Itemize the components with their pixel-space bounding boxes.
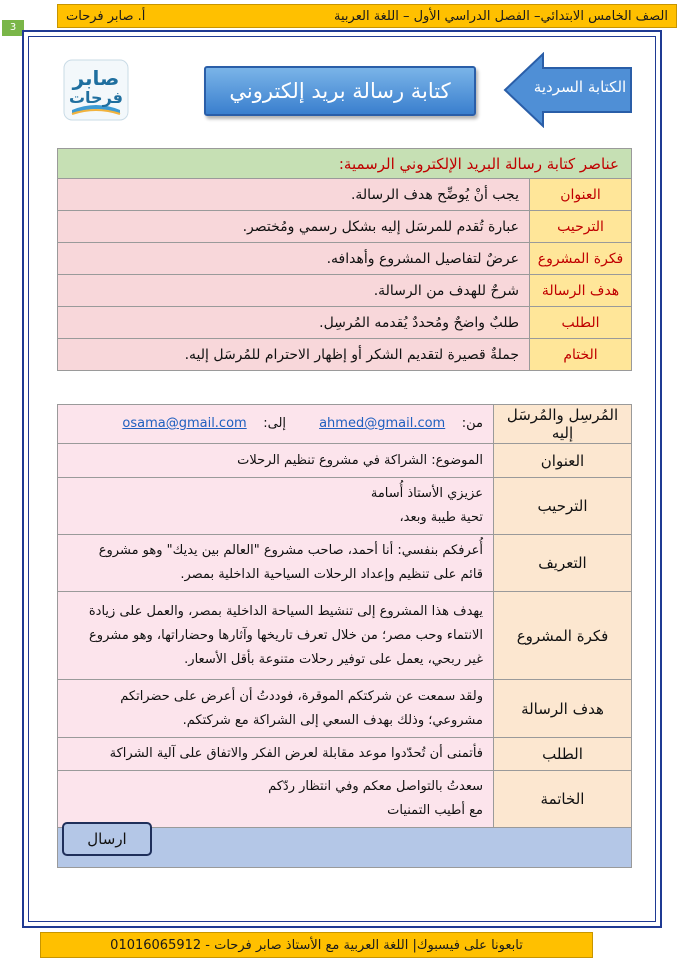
closing-label: الخاتمة — [494, 771, 632, 828]
to-label: إلى: — [263, 416, 287, 431]
intro-field[interactable] — [58, 535, 494, 592]
greeting-label: الترحيب — [494, 478, 632, 535]
footer-banner — [40, 932, 593, 958]
send-button[interactable]: ارسال — [62, 822, 152, 856]
address-row — [58, 405, 494, 444]
closing-field[interactable] — [58, 771, 494, 828]
goal-field[interactable] — [58, 680, 494, 738]
subject-label: العنوان — [494, 444, 632, 478]
from-email-field[interactable]: ahmed@gmail.com — [319, 416, 446, 431]
row-label: الختام — [530, 339, 632, 371]
greeting-field[interactable] — [58, 478, 494, 535]
goal-label: هدف الرسالة — [494, 680, 632, 738]
header-banner — [57, 4, 677, 28]
table-row — [58, 179, 632, 211]
table-row — [58, 211, 632, 243]
page-title: كتابة رسالة بريد إلكتروني — [204, 66, 476, 116]
goal-line: مشروعي؛ وذلك بهدف السعي إلى الشراكة مع شركتكم. — [182, 712, 483, 728]
row-label: هدف الرسالة — [530, 275, 632, 307]
row-label: الترحيب — [530, 211, 632, 243]
intro-line: أُعرفكم بنفسي: أنا أحمد، صاحب مشروع "العالم بين يديك" وهو مشروع — [98, 543, 483, 558]
table-row — [58, 339, 632, 371]
idea-line: غير ربحي، يعمل على توفير رحلات متنوعة بأقل الأسعار. — [184, 651, 483, 667]
idea-line: يهدف هذا المشروع إلى تنشيط السياحة الداخلية بمصر، والعمل على زيادة — [88, 603, 483, 619]
footer-text: تابعونا على فيسبوك| اللغة العربية مع الأستاذ صابر فرحات - 01016065912 — [110, 937, 523, 953]
idea-field[interactable] — [58, 592, 494, 680]
sender-label: المُرسِل والمُرسَل إليه — [494, 405, 632, 444]
intro-label: التعريف — [494, 535, 632, 592]
row-text: جملةٌ قصيرة لتقديم الشكر أو إظهار الاحترام للمُرسَل إليه. — [58, 339, 530, 371]
table-row — [58, 275, 632, 307]
header-teacher: أ. صابر فرحات — [66, 8, 146, 24]
row-text: يجب أنْ يُوضِّح هدف الرسالة. — [58, 179, 530, 211]
idea-label: فكرة المشروع — [494, 592, 632, 680]
idea-line: الانتماء وحب مصر؛ من خلال تعرف تاريخها وآثارها وحضاراتها، وهو مشروع — [89, 627, 483, 643]
greeting-line: تحية طيبة وبعد، — [399, 510, 483, 525]
row-text: عرضٌ لتفاصيل المشروع وأهدافه. — [58, 243, 530, 275]
row-text: طلبٌ واضحٌ ومُحددٌ يُقدمه المُرسِل. — [58, 307, 530, 339]
row-text: عبارة تُقدم للمرسَل إليه بشكل رسمي ومُختصر. — [58, 211, 530, 243]
from-label: من: — [461, 416, 483, 431]
arrow-label: الكتابة السردية — [533, 78, 627, 96]
table-row — [58, 243, 632, 275]
row-label: العنوان — [530, 179, 632, 211]
page-number: 3 — [2, 20, 24, 36]
subject-field[interactable]: الموضوع: الشراكة في مشروع تنظيم الرحلات — [58, 444, 494, 478]
row-label: الطلب — [530, 307, 632, 339]
table-row — [58, 307, 632, 339]
closing-line: مع أطيب التمنيات — [387, 803, 483, 818]
row-label: فكرة المشروع — [530, 243, 632, 275]
request-field[interactable]: فأتمنى أن تُحدّدوا موعد مقابلة لعرض الفكر والاتفاق على آلية الشراكة — [58, 738, 494, 771]
intro-line: قائم على تنظيم وإعداد الرحلات السياحية الداخلية بمصر. — [180, 567, 483, 582]
email-form-table — [57, 404, 632, 868]
request-label: الطلب — [494, 738, 632, 771]
closing-line: سعدتُ بالتواصل معكم وفي انتظار ردّكم — [268, 779, 483, 794]
logo-text-1: صابر — [72, 66, 120, 90]
to-email-field[interactable]: osama@gmail.com — [122, 416, 247, 431]
row-text: شرحٌ للهدف من الرسالة. — [58, 275, 530, 307]
logo-text-2: فرحات — [68, 88, 124, 107]
header-title: الصف الخامس الابتدائي– الفصل الدراسي الأول – اللغة العربية — [334, 8, 668, 24]
elements-table — [57, 148, 632, 371]
goal-line: ولقد سمعت عن شركتكم الموقرة، فوددتُ أن أعرض على حضراتكم — [120, 688, 483, 704]
elements-heading: عناصر كتابة رسالة البريد الإلكتروني الرسمية: — [58, 149, 632, 179]
greeting-line: عزيزي الأستاذ أُسامة — [370, 486, 483, 501]
